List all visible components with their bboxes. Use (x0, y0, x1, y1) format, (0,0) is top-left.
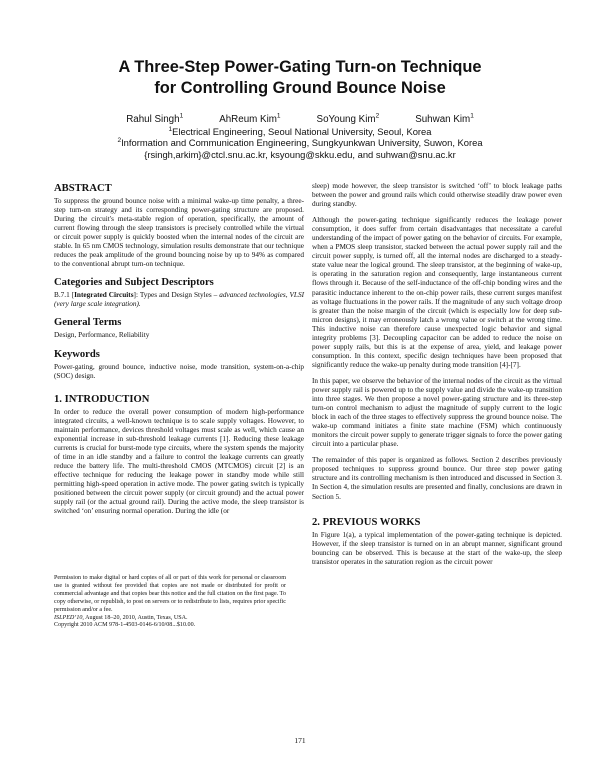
paper-title: A Three-Step Power-Gating Turn-on Technique for Controlling Ground Bounce Noise (118, 58, 482, 97)
author: AhReum Kim$^1$ (219, 112, 281, 125)
paragraph: In Figure 1(a), a typical implementation of the power-gating technique is depicted. However, if the sleep transistor is turned on in an abrupt manner, significant ground bouncing can be observed. This is because at the start of the wake-up, the sleep transistor operates in the saturation region as the circuit power (312, 530, 562, 566)
introduction-heading: 1. INTRODUCTION (54, 393, 150, 405)
page-number: 171 (294, 736, 306, 745)
author-names (40, 114, 560, 126)
author: SoYoung Kim$^2$ (316, 112, 380, 125)
terms-heading: General Terms (54, 317, 122, 329)
affiliation-2: $^2$Information and Communication Engineering, Sungkyunkwan University, Suwon, Korea (117, 136, 483, 148)
introduction-text: In order to reduce the overall power consumption of modern high-performance integrated circuits, a well-known technique is to scale supply voltages. However, to maintain performance, devices threshold voltages must scale as well, which cause an exponential increase in sub-threshold leakage currents [1]. Reducing these leakage currents is crucial for burst-mode type circuits, where the system spends the majority of time in an idle standby and a failure to control the leakage currents can greatly reduce the battery life. The multi-threshold CMOS (MTCMOS) circuit [2] is an effective technique for reducing the leakage power in standby mode while still permitting high-speed operation in active mode. The power gating switch is typically positioned between the circuit power supply (or circuit ground) and the actual power supply rail (or the actual ground rail). During the active mode, the sleep transistor is switched ‘on’ ensuring normal operation. During the idle (or (54, 407, 304, 516)
introduction-section (54, 393, 304, 517)
author-block (40, 114, 560, 160)
author-emails: {rsingh,arkim}@ctcl.snu.ac.kr, ksyoung@skku.edu, and suhwan@snu.ac.kr (144, 148, 456, 160)
left-column (54, 182, 304, 523)
categories-section (54, 276, 304, 309)
paragraph: Although the power-gating technique significantly reduces the leakage power consumption, it does suffer from certain disadvantages that necessitate a careful understanding of the impact of power gating on the behavior of circuits. For example, when a PMOS sleep transistor, stacked between the actual power supply rail and the circuit power supply, is turned off, all the internal nodes are discharged to a steady-state value near the logical ground. The sleep transistor, at the beginning of wake-up, is operating in the saturation region and consequently, large instantaneous current flows through it. Because of the self-inductance of the off-chip bonding wires and the parasitic inductance inherent to the on-chip power rails, these current surges manifest as voltage fluctuations in the power rails. If the magnitude of any such voltage droop is greater than the noise margin of the circuit (which is especially low for deep sub-micron designs), it may erroneously latch a wrong value or switch at the wrong time. This inductive noise can therefore cause unexpected logic behavior and signal integrity problems [3]. Decoupling capacitor can be added to reduce the noise on power supply rails, but this is at the expense of area, yield, and leakage power consumption. In this context, specific design techniques have been proposed that significantly reduce the wake-up penalty during mode transition [4]-[7]. (312, 216, 562, 369)
categories-heading: Categories and Subject Descriptors (54, 277, 214, 289)
right-column (312, 182, 562, 574)
paragraph: sleep) mode however, the sleep transistor is switched ‘off’ to block leakage paths between the power and ground rails which could otherwise steadily draw power even during standby. (312, 182, 562, 209)
terms-text: Design, Performance, Reliability (54, 331, 150, 340)
categories-text: B.7.1 [Integrated Circuits]: Types and Design Styles – advanced technologies, VLSI (very large scale integration). (54, 291, 304, 309)
previous-works-section (312, 516, 562, 567)
keywords-section (54, 348, 304, 381)
paragraph: In this paper, we observe the behavior of the internal nodes of the circuit as the virtual power supply rail is powered up to the supply value and divide the wake-up transition into three stages. We then propose a novel power-gating structure and its three-step turn-on control mechanism to adjust the magnitude of supply current to the logic block in each of the three stages to effectively suppress the ground bounce noise. The wake-up command initiates a finite state machine (FSM) which continuously monitors the circuit power supply to generate trigger signals to force the power gating circuit into a particular phase. (312, 376, 562, 449)
affiliation-1: $^1$Electrical Engineering, Seoul National University, Seoul, Korea (168, 125, 432, 137)
abstract-text: To suppress the ground bounce noise with a minimal wake-up time penalty, a three-step turn-on strategy and its corresponding power-gating structure are proposed. During the circuit's meta-stable region of operation, specifically, the amount of current flowing through the sleep transistors is precisely controlled while the virtual or circuit power supply is quickly boosted when the internal nodes of the circuit are stable. In 65 nm CMOS technology, simulation results demonstrate that our technique reduces the peak amplitude of the ground bouncing noise by up to 94% as compared to the conventional abrupt turn-on technique. (54, 197, 304, 269)
keywords-heading: Keywords (54, 348, 100, 360)
copyright-notice: Permission to make digital or hard copies of all or part of this work for personal or classroom use is granted without fee provided that copies are not made or distributed for profit or commercial advantage and that copies bear this notice and the full citation on the first page. To copy otherwise, or republish, to post on servers or to redistribute to lists, requires prior specific permission and/or a fee. ISLPED’10, August 18–20, 2010, Austin, Texas, USA. Copyright 2010 ACM 978-1-4503-0146-6/10/08...$10.00. (54, 575, 286, 629)
abstract-heading: ABSTRACT (54, 183, 112, 194)
author: Rahul Singh$^1$ (126, 112, 184, 125)
paragraph: The remainder of this paper is organized as follows. Section 2 describes previously proposed techniques to suppress ground bounce. Our three step power gating structure and its controlling mechanism is then introduced and discussed in Section 3. In Section 4, the simulation results are presented and finally, conclusions are drawn in Section 5. (312, 456, 562, 501)
terms-section (54, 316, 304, 340)
author: Suhwan Kim$^1$ (415, 112, 474, 125)
previous-works-heading: 2. PREVIOUS WORKS (312, 516, 421, 528)
abstract-section (54, 182, 304, 269)
keywords-text: Power-gating, ground bounce, inductive noise, mode transition, system-on-a-chip (SOC) design. (54, 362, 304, 380)
